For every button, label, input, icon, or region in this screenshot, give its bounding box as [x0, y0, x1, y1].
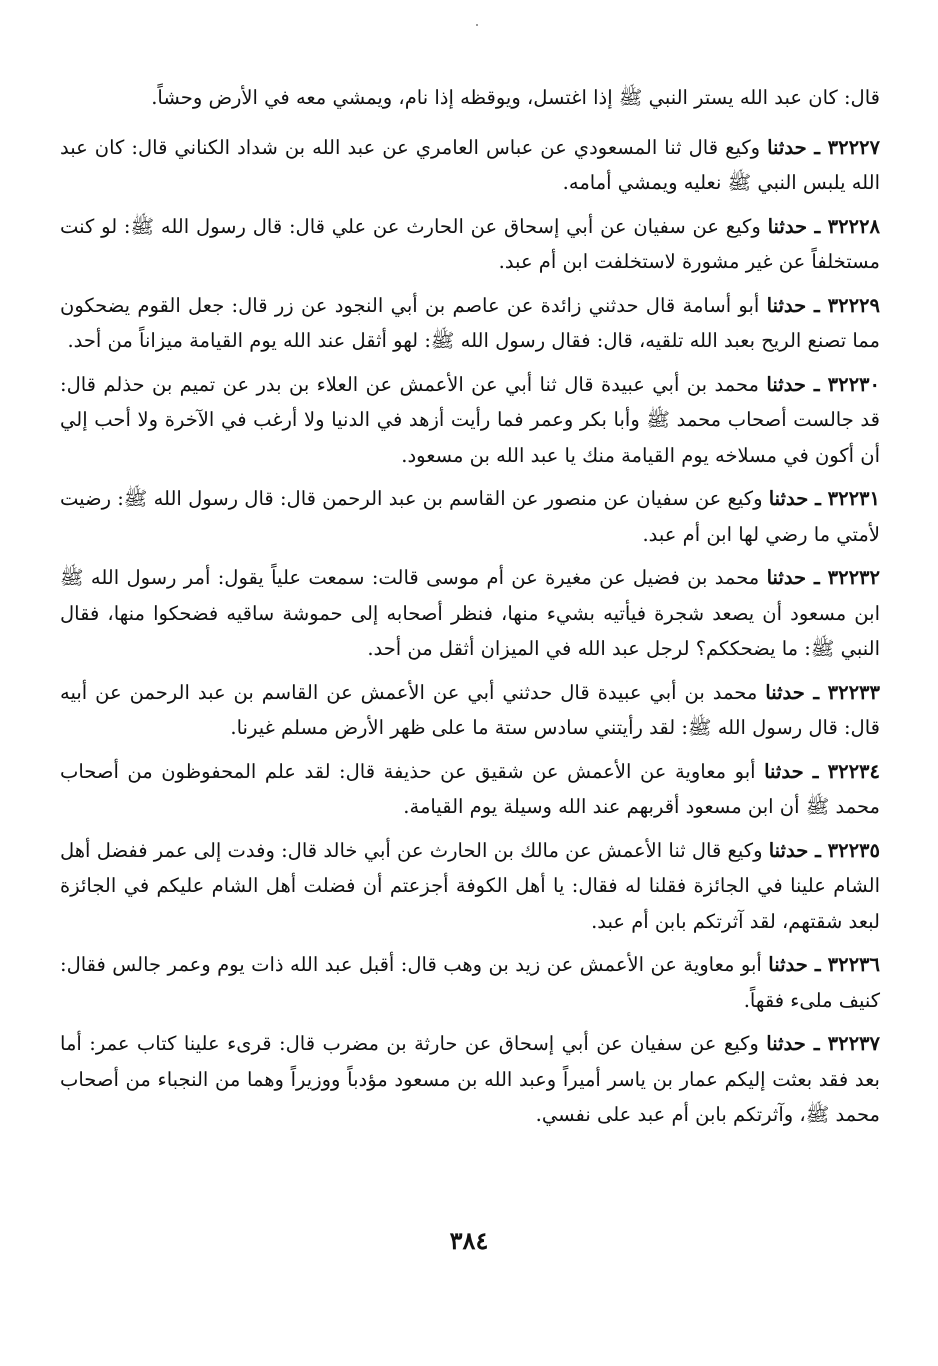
- hadith-paragraph: ٣٢٢٣١ ـ حدثنا وكيع عن سفيان عن منصور عن القاسم بن عبد الرحمن قال: قال رسول الله ﷺ: رضيت لأمتي ما رضي لها ابن أم عبد.: [60, 487, 881, 546]
- hadith-text: محمد بن أبي عبيدة قال حدثني أبي عن الأعمش عن القاسم بن عبد الرحمن عن أبيه قال: قال رسول الله ﷺ: لقد رأيتني سادس ستة ما على ظهر الأرض مسلم غيرنا.: [60, 680, 880, 739]
- scan-speck: [476, 24, 478, 26]
- hadith-paragraph: ٣٢٢٢٧ ـ حدثنا وكيع قال ثنا المسعودي عن عباس العامري عن عبد الله بن شداد الكناني قال: كان عبد الله يلبس النبي ﷺ نعليه ويمشي أمامه.: [60, 135, 880, 194]
- hadith-number: ٣٢٢٢٩: [827, 293, 881, 317]
- hadith-text: وكيع قال ثنا الأعمش عن مالك بن الحارث عن أبي خالد قال: وفدت إلى عمر ففضل أهل الشام علينا في الجائزة فقلنا له فقال: يا أهل الكوفة أجزعتم أن فضلت أهل الشام عليكم في الجائزة لبعد شقتهم، لقد آثرتكم بابن أم عبد.: [60, 838, 880, 933]
- hadith-paragraph: ٣٢٢٢٩ ـ حدثنا أبو أسامة قال حدثني زائدة عن عاصم بن أبي النجود عن زر قال: جعل القوم يضحكون مما تصنع الريح بعبد الله تلقيه، قال: فقال رسول الله ﷺ: لهو أثقل عند الله يوم القيامة ميزاناً من أحد.: [60, 293, 881, 352]
- hadith-lead: حدثنا: [767, 135, 807, 159]
- hadith-number: ٣٢٢٣٢: [827, 566, 881, 589]
- hadith-lead: حدثنا: [768, 487, 809, 510]
- hadith-text: محمد بن أبي عبيدة قال ثنا أبي عن الأعمش عن العلاء بن بدر عن تميم بن حذلم قال: قد جالست أصحاب محمد ﷺ وأبا بكر وعمر فما رأيت أزهد في الدنيا ولا أرغب في الآخرة ولا أحب إلي أن أكون في مسلاخه يوم القيامة منك يا عبد الله بن مسعود.: [60, 372, 880, 467]
- hadith-lead: حدثنا: [768, 953, 808, 976]
- hadith-lead: حدثنا: [766, 566, 807, 589]
- hadith-number: ٣٢٢٣٥: [827, 838, 881, 862]
- hadith-paragraph: ٣٢٢٣٤ ـ حدثنا أبو معاوية عن الأعمش عن شقيق عن حذيفة قال: لقد علم المحفوظون من أصحاب محمد ﷺ أن ابن مسعود أقربهم عند الله وسيلة يوم القيامة.: [60, 759, 880, 818]
- hadith-lead: حدثنا: [766, 372, 806, 396]
- hadith-lead: حدثنا: [765, 680, 805, 704]
- page-number: ٣٨٤: [449, 1226, 489, 1255]
- hadith-number: ٣٢٢٢٨: [827, 214, 880, 238]
- hadith-text: محمد بن فضيل عن مغيرة عن أم موسى قالت: سمعت علياً يقول: أمر رسول الله ﷺ ابن مسعود أن يصعد شجرة فيأتيه بشيء منها، فنظر أصحابه إلى حموشة ساقيه فضحكوا منها، فقال النبي ﷺ: ما يضحككم؟ لرجل عبد الله في الميزان أثقل من أحد.: [60, 566, 880, 660]
- hadith-number: ٣٢٢٣٣: [827, 680, 881, 704]
- paragraph-continuation: [60, 80, 880, 116]
- hadith-lead: حدثنا: [766, 1032, 806, 1055]
- hadith-paragraph: ٣٢٢٢٨ ـ حدثنا وكيع عن سفيان عن أبي إسحاق عن الحارث عن علي قال: قال رسول الله ﷺ: لو كنت مستخلفاً عن غير مشورة لاستخلفت ابن أم عبد.: [60, 214, 880, 273]
- hadith-text: وكيع قال ثنا المسعودي عن عباس العامري عن عبد الله بن شداد الكناني قال: كان عبد الله يلبس النبي ﷺ نعليه ويمشي أمامه.: [60, 135, 880, 194]
- hadith-number: ٣٢٢٣٦: [827, 953, 880, 976]
- hadith-paragraph: ٣٢٢٣٢ ـ حدثنا محمد بن فضيل عن مغيرة عن أم موسى قالت: سمعت علياً يقول: أمر رسول الله ﷺ ابن مسعود أن يصعد شجرة فيأتيه بشيء منها، فنظر أصحابه إلى حموشة ساقيه فضحكوا منها، فقال النبي ﷺ: ما يضحككم؟ لرجل عبد الله في الميزان أثقل من أحد.: [60, 566, 881, 660]
- hadith-paragraph: ٣٢٢٣٧ ـ حدثنا وكيع عن سفيان عن أبي إسحاق عن حارثة بن مضرب قال: قرىء علينا كتاب عمر: أما بعد فقد بعثت إليكم عمار بن ياسر أميراً وعبد الله بن مسعود مؤدباً ووزيراً وهما من النجباء من أصحاب محمد ﷺ، وآثرتكم بابن أم عبد على نفسي.: [60, 1032, 880, 1126]
- hadith-text: وكيع عن سفيان عن أبي إسحاق عن الحارث عن علي قال: قال رسول الله ﷺ: لو كنت مستخلفاً عن غير مشورة لاستخلفت ابن أم عبد.: [60, 214, 880, 273]
- hadith-number: ٣٢٢٣٤: [827, 759, 880, 783]
- hadith-lead: حدثنا: [764, 759, 804, 783]
- hadith-number: ٣٢٢٢٧: [827, 135, 880, 159]
- hadith-paragraph: ٣٢٢٣٣ ـ حدثنا محمد بن أبي عبيدة قال حدثني أبي عن الأعمش عن القاسم بن عبد الرحمن عن أبيه قال: قال رسول الله ﷺ: لقد رأيتني سادس ستة ما على ظهر الأرض مسلم غيرنا.: [60, 680, 881, 739]
- hadith-paragraph: ٣٢٢٣٠ ـ حدثنا محمد بن أبي عبيدة قال ثنا أبي عن الأعمش عن العلاء بن بدر عن تميم بن حذلم قال: قد جالست أصحاب محمد ﷺ وأبا بكر وعمر فما رأيت أزهد في الدنيا ولا أرغب في الآخرة ولا أحب إلي أن أكون في مسلاخه يوم القيامة منك يا عبد الله بن مسعود.: [60, 372, 880, 467]
- hadith-text: أبو أسامة قال حدثني زائدة عن عاصم بن أبي النجود عن زر قال: جعل القوم يضحكون مما تصنع الريح بعبد الله تلقيه، قال: فقال رسول الله ﷺ: لهو أثقل عند الله يوم القيامة ميزاناً من أحد.: [60, 293, 880, 352]
- hadith-paragraph: ٣٢٢٣٦ ـ حدثنا أبو معاوية عن الأعمش عن زيد بن وهب قال: أقبل عبد الله ذات يوم وعمر جالس فقال: كنيف ملىء فقهاً.: [60, 953, 880, 1012]
- hadith-paragraph: ٣٢٢٣٥ ـ حدثنا وكيع قال ثنا الأعمش عن مالك بن الحارث عن أبي خالد قال: وفدت إلى عمر ففضل أهل الشام علينا في الجائزة فقلنا له فقال: يا أهل الكوفة أجزعتم أن فضلت أهل الشام عليكم في الجائزة لبعد شقتهم، لقد آثرتكم بابن أم عبد.: [60, 838, 881, 933]
- hadith-text: وكيع عن سفيان عن منصور عن القاسم بن عبد الرحمن قال: قال رسول الله ﷺ: رضيت لأمتي ما رضي لها ابن أم عبد.: [60, 487, 880, 546]
- hadith-number: ٣٢٢٣٠: [827, 372, 880, 396]
- document-page: [60, 80, 880, 1141]
- paragraph-text: قال: كان عبد الله يستر النبي ﷺ إذا اغتسل، ويوقظه إذا نام، ويمشي معه في الأرض وحشاً.: [151, 86, 880, 109]
- hadith-text: أبو معاوية عن الأعمش عن شقيق عن حذيفة قال: لقد علم المحفوظون من أصحاب محمد ﷺ أن ابن مسعود أقربهم عند الله وسيلة يوم القيامة.: [60, 759, 880, 818]
- hadith-text: أبو معاوية عن الأعمش عن زيد بن وهب قال: أقبل عبد الله ذات يوم وعمر جالس فقال: كنيف ملىء فقهاً.: [60, 953, 880, 1012]
- hadith-text: وكيع عن سفيان عن أبي إسحاق عن حارثة بن مضرب قال: قرىء علينا كتاب عمر: أما بعد فقد بعثت إليكم عمار بن ياسر أميراً وعبد الله بن مسعود مؤدباً ووزيراً وهما من النجباء من أصحاب محمد ﷺ، وآثرتكم بابن أم عبد على نفسي.: [60, 1032, 880, 1126]
- hadith-number: ٣٢٢٣٧: [827, 1032, 880, 1055]
- hadith-lead: حدثنا: [766, 293, 807, 317]
- hadith-lead: حدثنا: [768, 838, 809, 862]
- hadith-number: ٣٢٢٣١: [827, 487, 881, 510]
- hadith-lead: حدثنا: [767, 214, 808, 238]
